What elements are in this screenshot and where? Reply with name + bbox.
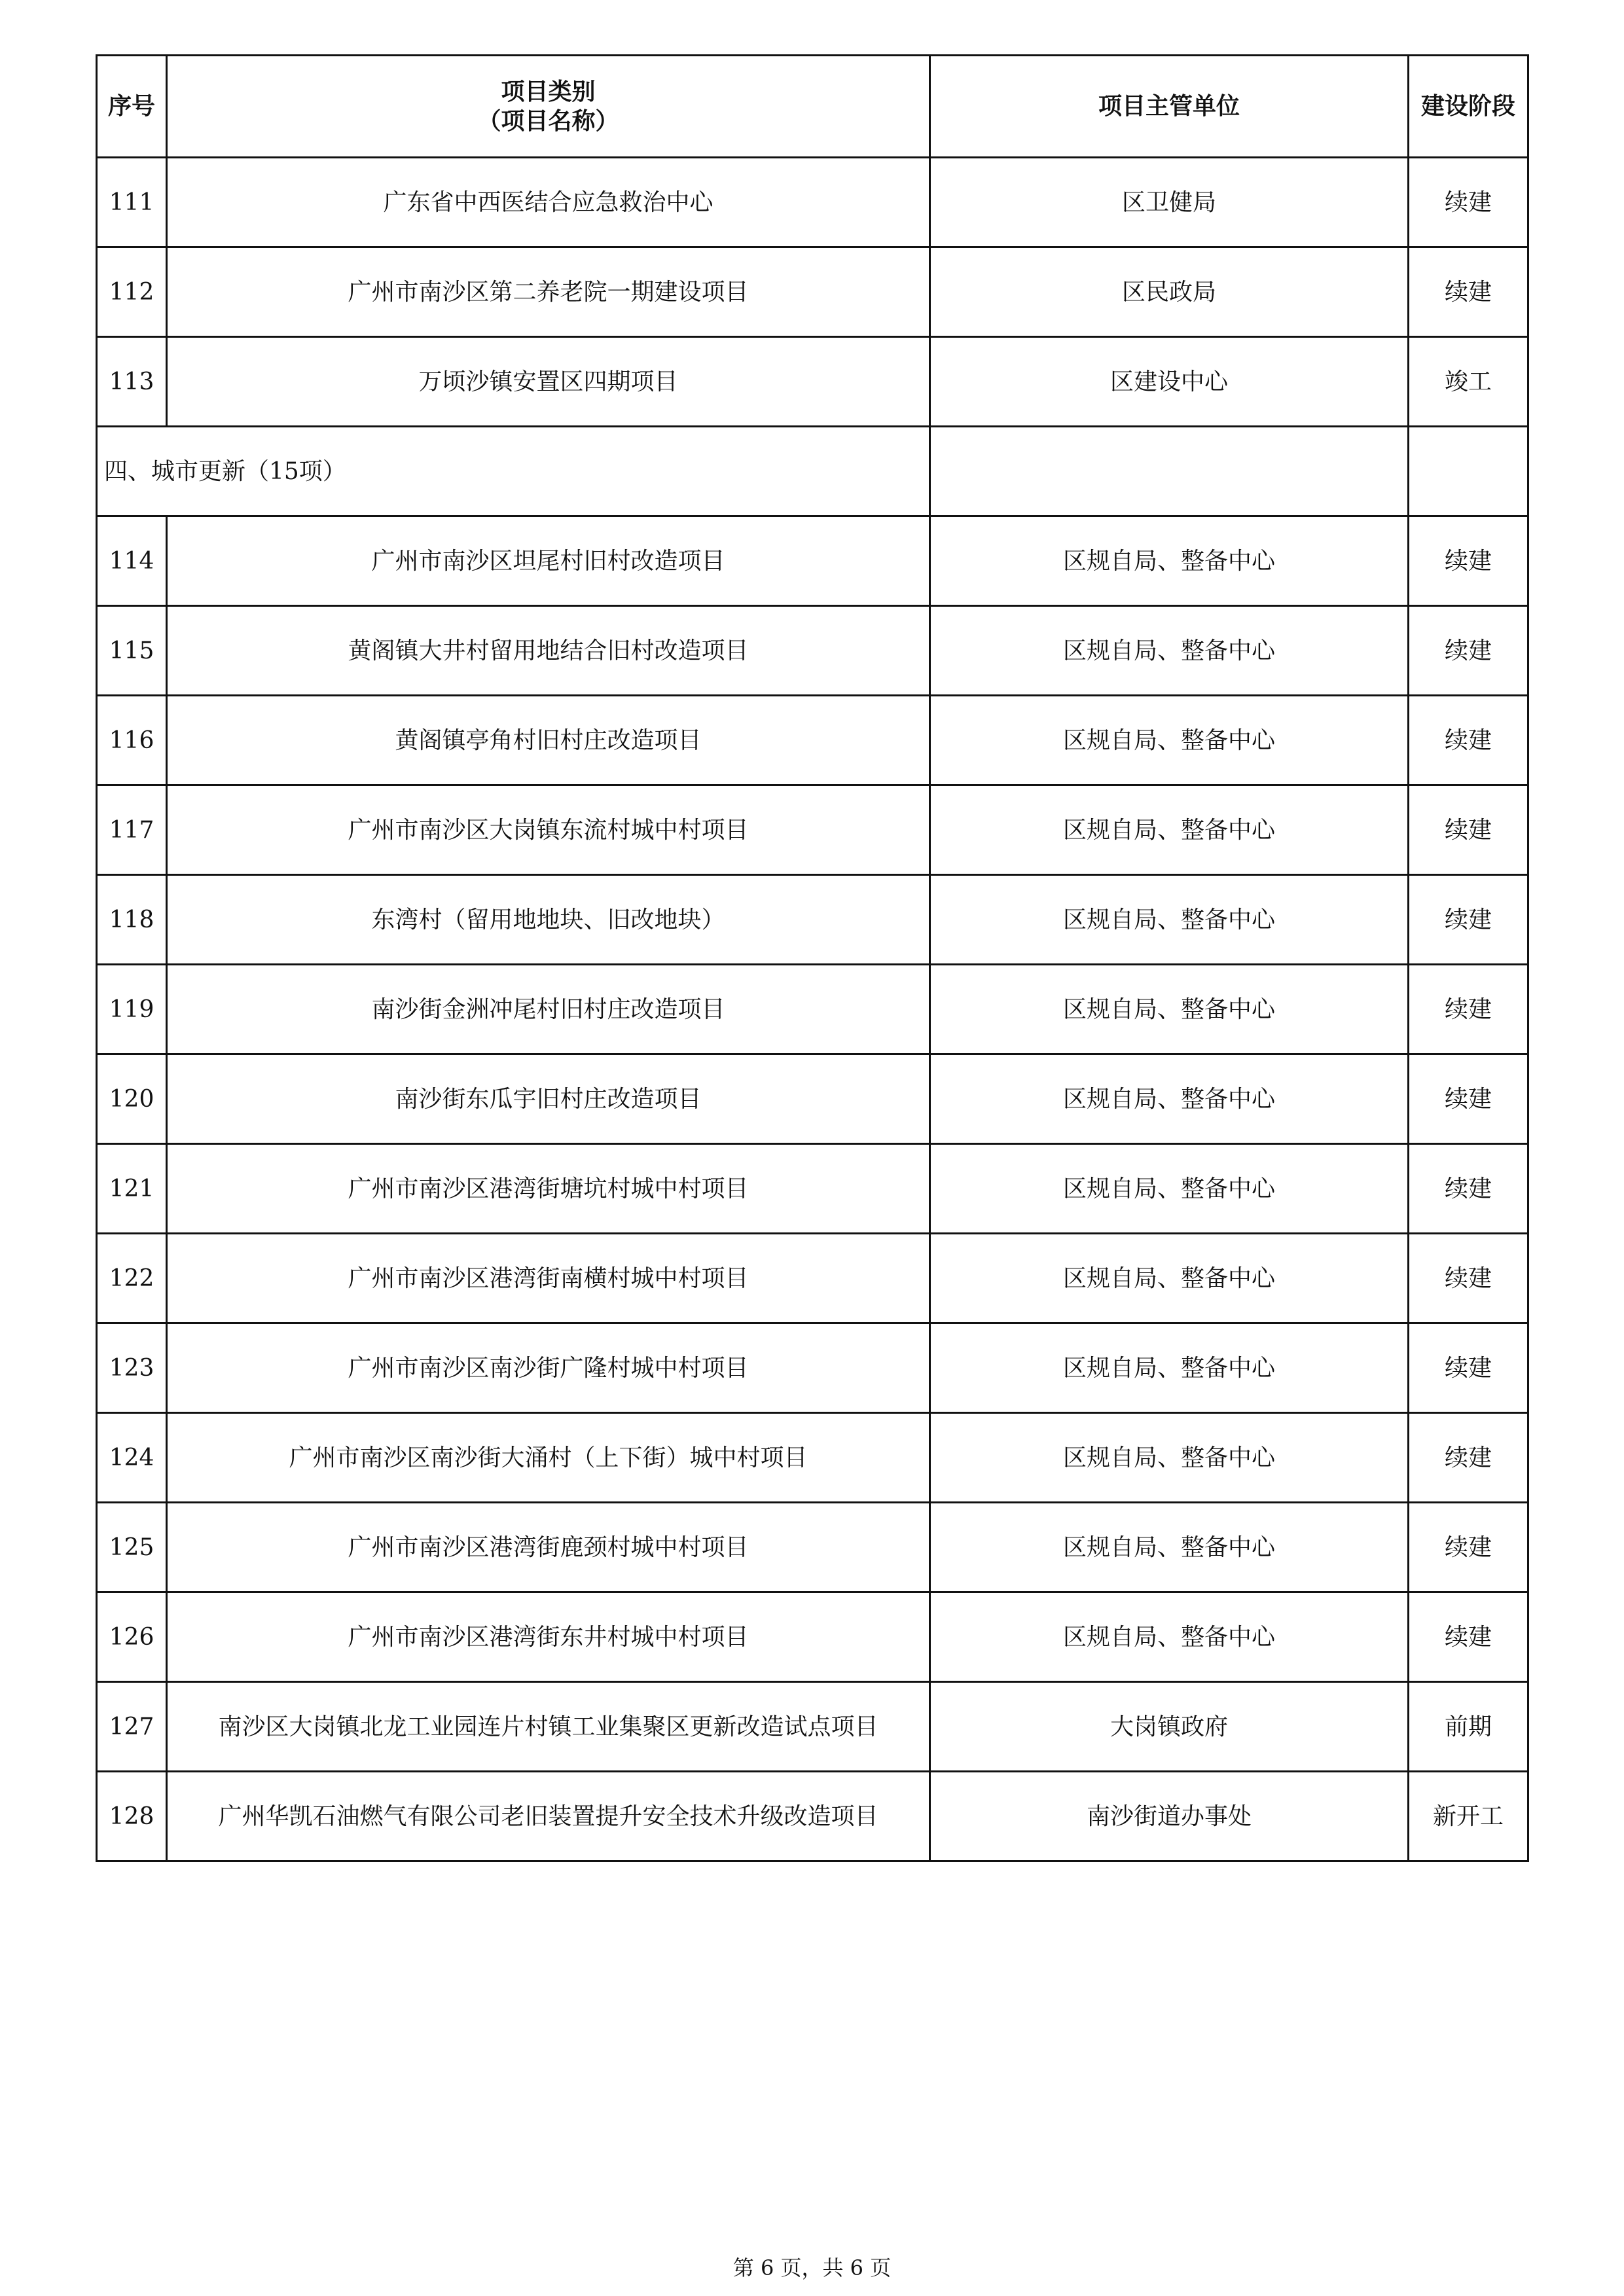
row-project-name: 广州市南沙区大岗镇东流村城中村项目 [167,785,930,875]
row-seq: 120 [97,1054,167,1144]
row-project-name: 东湾村（留用地地块、旧改地块） [167,875,930,965]
table-row [97,1592,1528,1682]
row-stage: 续建 [1409,875,1528,965]
row-stage: 前期 [1409,1682,1528,1772]
table-row [97,1772,1528,1861]
row-seq: 123 [97,1323,167,1413]
row-unit: 区规自局、整备中心 [930,1144,1409,1234]
row-stage: 新开工 [1409,1772,1528,1861]
row-seq: 118 [97,875,167,965]
row-unit: 区规自局、整备中心 [930,606,1409,696]
table-row [97,1682,1528,1772]
row-project-name: 广州市南沙区港湾街鹿颈村城中村项目 [167,1503,930,1592]
row-stage: 续建 [1409,696,1528,785]
row-seq: 124 [97,1413,167,1503]
row-seq: 117 [97,785,167,875]
row-unit: 区规自局、整备中心 [930,1323,1409,1413]
header-seq: 序号 [97,56,167,158]
page-footer: 第 6 页，共 6 页 [732,2255,892,2280]
row-unit: 南沙街道办事处 [930,1772,1409,1861]
table-row [97,1503,1528,1592]
row-unit: 区规自局、整备中心 [930,965,1409,1054]
row-stage: 续建 [1409,965,1528,1054]
row-unit: 区规自局、整备中心 [930,1054,1409,1144]
row-seq: 115 [97,606,167,696]
header-category-line2: （项目名称） [477,107,619,135]
row-seq: 128 [97,1772,167,1861]
row-seq: 125 [97,1503,167,1592]
row-unit: 区规自局、整备中心 [930,1413,1409,1503]
row-stage: 续建 [1409,516,1528,606]
row-unit: 区规自局、整备中心 [930,875,1409,965]
row-unit: 区规自局、整备中心 [930,1234,1409,1323]
row-stage: 续建 [1409,1323,1528,1413]
row-seq: 122 [97,1234,167,1323]
table-row [97,785,1528,875]
row-stage: 续建 [1409,1413,1528,1503]
row-unit: 区规自局、整备中心 [930,1592,1409,1682]
row-stage: 续建 [1409,1054,1528,1144]
row-project-name: 广州市南沙区港湾街东井村城中村项目 [167,1592,930,1682]
header-stage: 建设阶段 [1409,56,1528,158]
row-stage: 续建 [1409,247,1528,337]
row-seq: 126 [97,1592,167,1682]
row-unit: 区规自局、整备中心 [930,516,1409,606]
row-unit: 区民政局 [930,247,1409,337]
table-row [97,337,1528,427]
row-project-name: 南沙街东瓜宇旧村庄改造项目 [167,1054,930,1144]
row-project-name: 广州华凯石油燃气有限公司老旧装置提升安全技术升级改造项目 [167,1772,930,1861]
section-row [97,427,1528,516]
table-row [97,1413,1528,1503]
row-stage: 续建 [1409,1144,1528,1234]
row-project-name: 广州市南沙区第二养老院一期建设项目 [167,247,930,337]
table-row [97,696,1528,785]
row-project-name: 广州市南沙区坦尾村旧村改造项目 [167,516,930,606]
section-unit-empty [930,427,1409,516]
row-seq: 111 [97,158,167,247]
table-body [97,158,1528,1861]
row-seq: 112 [97,247,167,337]
row-unit: 区规自局、整备中心 [930,785,1409,875]
table-row [97,1144,1528,1234]
section-stage-empty [1409,427,1528,516]
row-project-name: 万顷沙镇安置区四期项目 [167,337,930,427]
row-stage: 续建 [1409,1234,1528,1323]
table-row [97,1323,1528,1413]
row-project-name: 南沙区大岗镇北龙工业园连片村镇工业集聚区更新改造试点项目 [167,1682,930,1772]
project-table [96,54,1529,1862]
row-stage: 续建 [1409,158,1528,247]
row-stage: 续建 [1409,1592,1528,1682]
row-project-name: 广州市南沙区南沙街大涌村（上下街）城中村项目 [167,1413,930,1503]
row-stage: 续建 [1409,606,1528,696]
section-title: 四、城市更新（15项） [97,427,930,516]
row-unit: 大岗镇政府 [930,1682,1409,1772]
table-row [97,158,1528,247]
row-stage: 竣工 [1409,337,1528,427]
row-unit: 区建设中心 [930,337,1409,427]
table-row [97,875,1528,965]
row-project-name: 黄阁镇亭角村旧村庄改造项目 [167,696,930,785]
header-category [167,56,930,158]
row-seq: 127 [97,1682,167,1772]
row-project-name: 南沙街金洲冲尾村旧村庄改造项目 [167,965,930,1054]
table-row [97,1054,1528,1144]
header-category-line1: 项目类别 [501,77,596,105]
row-stage: 续建 [1409,1503,1528,1592]
table-row [97,247,1528,337]
row-project-name: 广州市南沙区港湾街南横村城中村项目 [167,1234,930,1323]
row-unit: 区卫健局 [930,158,1409,247]
row-project-name: 广东省中西医结合应急救治中心 [167,158,930,247]
row-project-name: 广州市南沙区南沙街广隆村城中村项目 [167,1323,930,1413]
row-unit: 区规自局、整备中心 [930,1503,1409,1592]
table-row [97,965,1528,1054]
row-seq: 113 [97,337,167,427]
row-project-name: 黄阁镇大井村留用地结合旧村改造项目 [167,606,930,696]
table-row [97,1234,1528,1323]
row-seq: 121 [97,1144,167,1234]
row-project-name: 广州市南沙区港湾街塘坑村城中村项目 [167,1144,930,1234]
table-row [97,516,1528,606]
row-seq: 116 [97,696,167,785]
row-stage: 续建 [1409,785,1528,875]
row-unit: 区规自局、整备中心 [930,696,1409,785]
table-row [97,606,1528,696]
table-header-row [97,56,1528,158]
row-seq: 119 [97,965,167,1054]
header-unit: 项目主管单位 [930,56,1409,158]
row-seq: 114 [97,516,167,606]
